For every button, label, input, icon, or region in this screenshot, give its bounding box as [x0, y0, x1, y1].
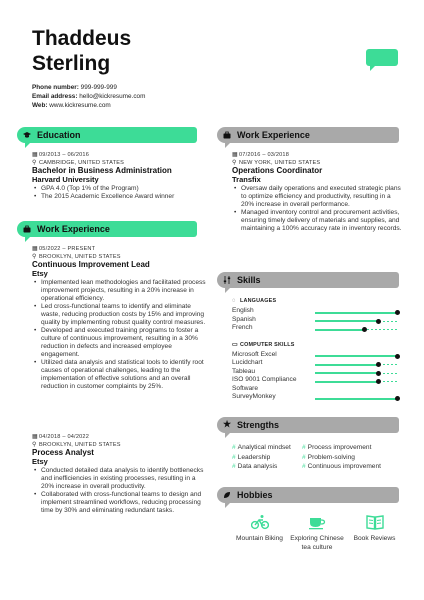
- list-item: • Managed inventory control and procurement activities, ensuring timely delivery of materials and supplies, and maintaining a 100% accuracy rate in inventory records.: [232, 209, 404, 233]
- candidate-name: [32, 26, 131, 76]
- skill-fill: [315, 329, 364, 331]
- strength-text: Process improvement: [307, 444, 372, 451]
- skill-name: ISO 9001 Compliance Software: [232, 376, 297, 392]
- job1-title: Continuous Improvement Lead: [32, 260, 150, 269]
- skill-level-dot: [395, 396, 400, 401]
- education-entry: [32, 152, 207, 201]
- briefcase-icon: [223, 131, 231, 139]
- edu-dates: [32, 152, 207, 160]
- skill-fill: [315, 312, 397, 314]
- skill-fill: [315, 381, 379, 383]
- list-item: • Utilized data analysis and statistical tools to identify root causes of operational challenges, leading to the implementation of effective solutions and an overall reduction in customer complaints by 25%.: [32, 359, 207, 391]
- skills-heading: [217, 272, 399, 288]
- jobr-company: Transfix: [232, 174, 261, 184]
- jobr-bullets: [232, 185, 404, 233]
- jobr-dates-text: 07/2016 – 03/2018: [239, 152, 290, 158]
- web-label: Web:: [32, 102, 48, 109]
- job2-location-text: BROOKLYN, UNITED STATES: [39, 441, 121, 448]
- list-item: # Analytical mindset: [232, 444, 291, 451]
- skill-fill: [315, 320, 379, 322]
- phone-label: Phone number:: [32, 84, 79, 91]
- list-item: # Continuous improvement: [302, 463, 381, 470]
- bike-icon: [251, 514, 269, 530]
- edu-bullets: [32, 185, 207, 201]
- list-item: # Process improvement: [302, 444, 372, 451]
- languages-label: LANGUAGES: [240, 298, 277, 304]
- skill-fill: [315, 364, 379, 366]
- location-pin-icon: ⚲: [32, 159, 37, 166]
- skill-row: [232, 351, 402, 360]
- calendar-icon: ▦: [32, 152, 38, 158]
- skill-level-dot: [395, 354, 400, 359]
- skill-row: [232, 359, 402, 368]
- hobby-item: [232, 514, 287, 552]
- skill-row: [232, 324, 402, 333]
- list-item: • Implemented lean methodologies and facilitated process improvement projects, resulting in a 20% increase in operational efficiency.: [32, 279, 207, 303]
- skill-row: [232, 376, 402, 393]
- work-experience-title: Work Experience: [37, 224, 110, 234]
- monitor-icon: ▭: [232, 341, 238, 348]
- edu-dates-text: 09/2013 – 06/2016: [39, 152, 90, 158]
- work-experience-right-title: Work Experience: [237, 130, 310, 140]
- computer-skills-subheading: [232, 341, 402, 349]
- name-last: Sterling: [32, 52, 111, 75]
- name-first: Thaddeus: [32, 27, 132, 50]
- list-item: • Developed and executed training programs to foster a culture of continuous improvement, resulting in a 30% reduction in defects and increased employee engagement.: [32, 327, 207, 359]
- computer-skills-label: COMPUTER SKILLS: [240, 341, 295, 348]
- edu-degree: Bachelor in Business Administration: [32, 166, 172, 175]
- hobby-label: Mountain Biking: [236, 535, 283, 542]
- location-pin-icon: ⚲: [232, 159, 237, 166]
- hobbies-list: [232, 514, 402, 552]
- skill-name: English: [232, 307, 254, 314]
- skill-fill: [315, 398, 397, 400]
- skill-row: [232, 393, 402, 402]
- jobr-title: Operations Coordinator: [232, 166, 323, 175]
- skill-level-dot: [376, 371, 381, 376]
- skills-block: [232, 297, 402, 402]
- speech-bubble-small-icon: ◌: [232, 298, 236, 304]
- job1-company: Etsy: [32, 268, 48, 278]
- graduation-cap-icon: [23, 131, 31, 139]
- skills-title: Skills: [237, 275, 261, 285]
- education-heading: [17, 127, 197, 143]
- computer-skill-list: [232, 351, 402, 402]
- job-entry-right: [232, 152, 404, 233]
- job-entry-2: [32, 434, 207, 515]
- work-experience-heading: [17, 221, 197, 237]
- skill-level-dot: [376, 362, 381, 367]
- skill-name: French: [232, 324, 253, 331]
- strength-text: Data analysis: [237, 463, 278, 470]
- star-icon: ★: [223, 419, 232, 429]
- location-pin-icon: ⚲: [32, 441, 37, 448]
- tea-cup-icon: [308, 514, 326, 530]
- job2-dates-text: 04/2018 – 04/2022: [39, 434, 90, 440]
- jobr-location-text: NEW YORK, UNITED STATES: [239, 159, 321, 166]
- skill-row: [232, 307, 402, 316]
- languages-subheading: [232, 297, 402, 305]
- speech-bubble-icon: [366, 49, 398, 66]
- job1-location-text: BROOKLYN, UNITED STATES: [39, 253, 121, 260]
- education-title: Education: [37, 130, 81, 140]
- strengths-heading: [217, 417, 399, 433]
- hobbies-heading: [217, 487, 399, 503]
- skill-name: SurveyMonkey: [232, 393, 276, 400]
- list-item: • The 2015 Academic Excellence Award winner: [32, 193, 207, 201]
- calendar-icon: ▦: [32, 434, 38, 440]
- skill-level-dot: [376, 319, 381, 324]
- edu-school: Harvard University: [32, 174, 99, 184]
- jobr-dates: [232, 152, 404, 160]
- book-icon: [366, 514, 384, 530]
- strength-text: Continuous improvement: [307, 463, 381, 470]
- list-item: • Oversaw daily operations and executed strategic plans to optimize efficiency and productivity, resulting in a 20% increase in overall performance.: [232, 185, 404, 209]
- calendar-icon: ▦: [32, 246, 38, 252]
- leaf-icon: [223, 491, 231, 499]
- strengths-list: [232, 444, 402, 472]
- sliders-icon: [223, 276, 231, 284]
- location-pin-icon: ⚲: [32, 253, 37, 260]
- skill-row: [232, 316, 402, 325]
- skill-name: Microsoft Excel: [232, 350, 277, 358]
- list-item: # Problem-solving: [302, 453, 355, 461]
- strength-text: Analytical mindset: [237, 444, 291, 451]
- skill-level-dot: [376, 379, 381, 384]
- job1-dates: [32, 246, 207, 254]
- strengths-title: Strengths: [237, 420, 280, 430]
- skill-fill: [315, 372, 379, 374]
- language-list: [232, 307, 402, 333]
- job2-bullets: [32, 467, 207, 515]
- list-item: # Data analysis: [232, 463, 278, 470]
- job2-dates: [32, 434, 207, 442]
- briefcase-icon: [23, 225, 31, 233]
- phone-value[interactable]: 999-999-999: [80, 84, 117, 91]
- job-entry-1: [32, 246, 207, 391]
- hobbies-title: Hobbies: [237, 490, 273, 500]
- list-item: # Leadership: [232, 453, 271, 461]
- skill-name: Lucidchart: [232, 359, 263, 366]
- skill-name: Tableau: [232, 367, 256, 375]
- edu-location-text: CAMBRIDGE, UNITED STATES: [39, 159, 125, 166]
- strength-text: Problem-solving: [307, 453, 355, 461]
- skill-row: [232, 368, 402, 377]
- calendar-icon: ▦: [232, 152, 238, 158]
- skill-level-dot: [395, 310, 400, 315]
- skill-level-dot: [362, 327, 367, 332]
- list-item: • Conducted detailed data analysis to identify bottlenecks and inefficiencies in existing processes, resulting in a 20% increase in overall productivity.: [32, 467, 207, 491]
- hobby-label: Book Reviews: [353, 535, 396, 542]
- email-value[interactable]: hello@kickresume.com: [79, 93, 146, 100]
- contact-info: [32, 83, 145, 110]
- job2-company: Etsy: [32, 456, 48, 466]
- skill-name: Spanish: [232, 315, 256, 323]
- hobby-item: [290, 514, 345, 552]
- strength-text: Leadership: [237, 453, 271, 461]
- job1-dates-text: 05/2022 – PRESENT: [39, 246, 96, 252]
- web-value[interactable]: www.kickresume.com: [49, 102, 111, 109]
- hobby-item: [347, 514, 402, 552]
- list-item: • Led cross-functional teams to identify and eliminate waste, reducing production costs by 15% and improving quality by implementing robust quality control measures.: [32, 303, 207, 327]
- job1-bullets: [32, 279, 207, 391]
- work-experience-heading-right: [217, 127, 399, 143]
- hobby-label: Exploring Chinese tea culture: [290, 535, 344, 551]
- list-item: • GPA 4.0 (Top 1% of the Program): [32, 185, 207, 193]
- list-item: • Collaborated with cross-functional teams to design and implement streamlined workflows, reducing processing time by 30% and eliminating redundant tasks.: [32, 491, 207, 515]
- skill-fill: [315, 355, 397, 357]
- email-label: Email address:: [32, 93, 78, 100]
- job2-title: Process Analyst: [32, 448, 94, 457]
